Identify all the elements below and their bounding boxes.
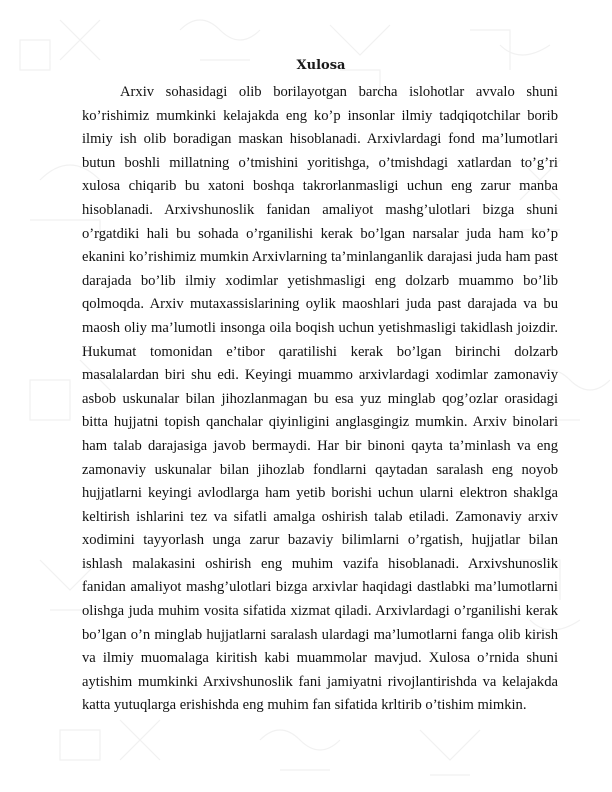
body-paragraph: Arxiv sohasidagi olib borilayotgan barcha islohotlar avvalo shuni ko’rishimiz mumkinki kelajakda eng ko’p insonlar ilmiy tadqiqotchilar borib ilmiy ish olib boradigan maskan hisoblanadi. Arxivlardagi fond ma’lumotlari butun boshli millatning o’tmishini yoritishga, o’tmishdagi xatlardan to’g’ri xulosa chiqarib bu xatoni boshqa takrorlanmasligi uchun eng zarur manba hisoblanadi. Arxivshunoslik fanidan amaliyot mashg’ulotlari bizga shuni o’rgatdiki hali bu sohada o’rganilishi kerak bo’lgan narsalar juda ham ko’p ekanini ko’rishimiz mumkin Arxivlarning ta’minlanganlik darajasi juda ham past darajada bo’lib ilmiy xodimlar yetishmasligi eng dolzarb muammo bo’lib qolmoqda. Arxiv mutaxassislarining oylik maoshlari juda past darajada va bu maosh oliy ma’lumotli insonga oila boqish uchun yetishmasligi takidlash joizdir. Hukumat tomonidan e’tibor qaratilishi kerak bo’lgan birinchi dolzarb masalalardan biri shu edi. Keyingi muammo arxivlardagi xodimlar zamonaviy asbob uskunalar bilan jihozlanmagan bu esa yuz minglab qog’ozlar orasidagi bitta hujjatni topish qanchalar qiyinligini anglasgingiz mumkin. Arxiv binolari ham talab darajasiga javob bermaydi. Har bir binoni qayta ta’minlash va eng zamonaviy uskunalar bilan jihozlab fondlarni qaytadan saralash eng noyob hujjatlarni keyingi avlodlarga ham yetib borishi uchun ularni elektron shaklga keltirish ishlarini tez va sifatli amalga oshirish talab etiladi. Zamonaviy arxiv xodimini tayyorlash unga zarur bazaviy bilimlarni o’rgatish, hujjatlar bilan ishlash malakasini oshirish eng muhim vazifa hisoblanadi. Arxivshunoslik fanidan amaliyot mashg’ulotlari bizga arxivlar haqidagi dastlabki ma’lumotlarni olishga juda muhim vosita sifatida xizmat qiladi. Arxivlardagi o’rganilishi kerak bo’lgan o’n minglab hujjatlarni saralash ulardagi ma’lumotlarni fanga olib kirish va ilmiy muomalaga kiritish kabi muammolar mavjud. Xulosa o’rnida shuni aytishim mumkinki Arxivshunoslik fani jamiyatni rivojlantirishda va kelajakda katta yutuqlarga erishishda eng muhim fan sifatida krltirib o’tishim mimkin. (82, 84, 558, 714)
document-title: Xulosa (296, 58, 346, 73)
